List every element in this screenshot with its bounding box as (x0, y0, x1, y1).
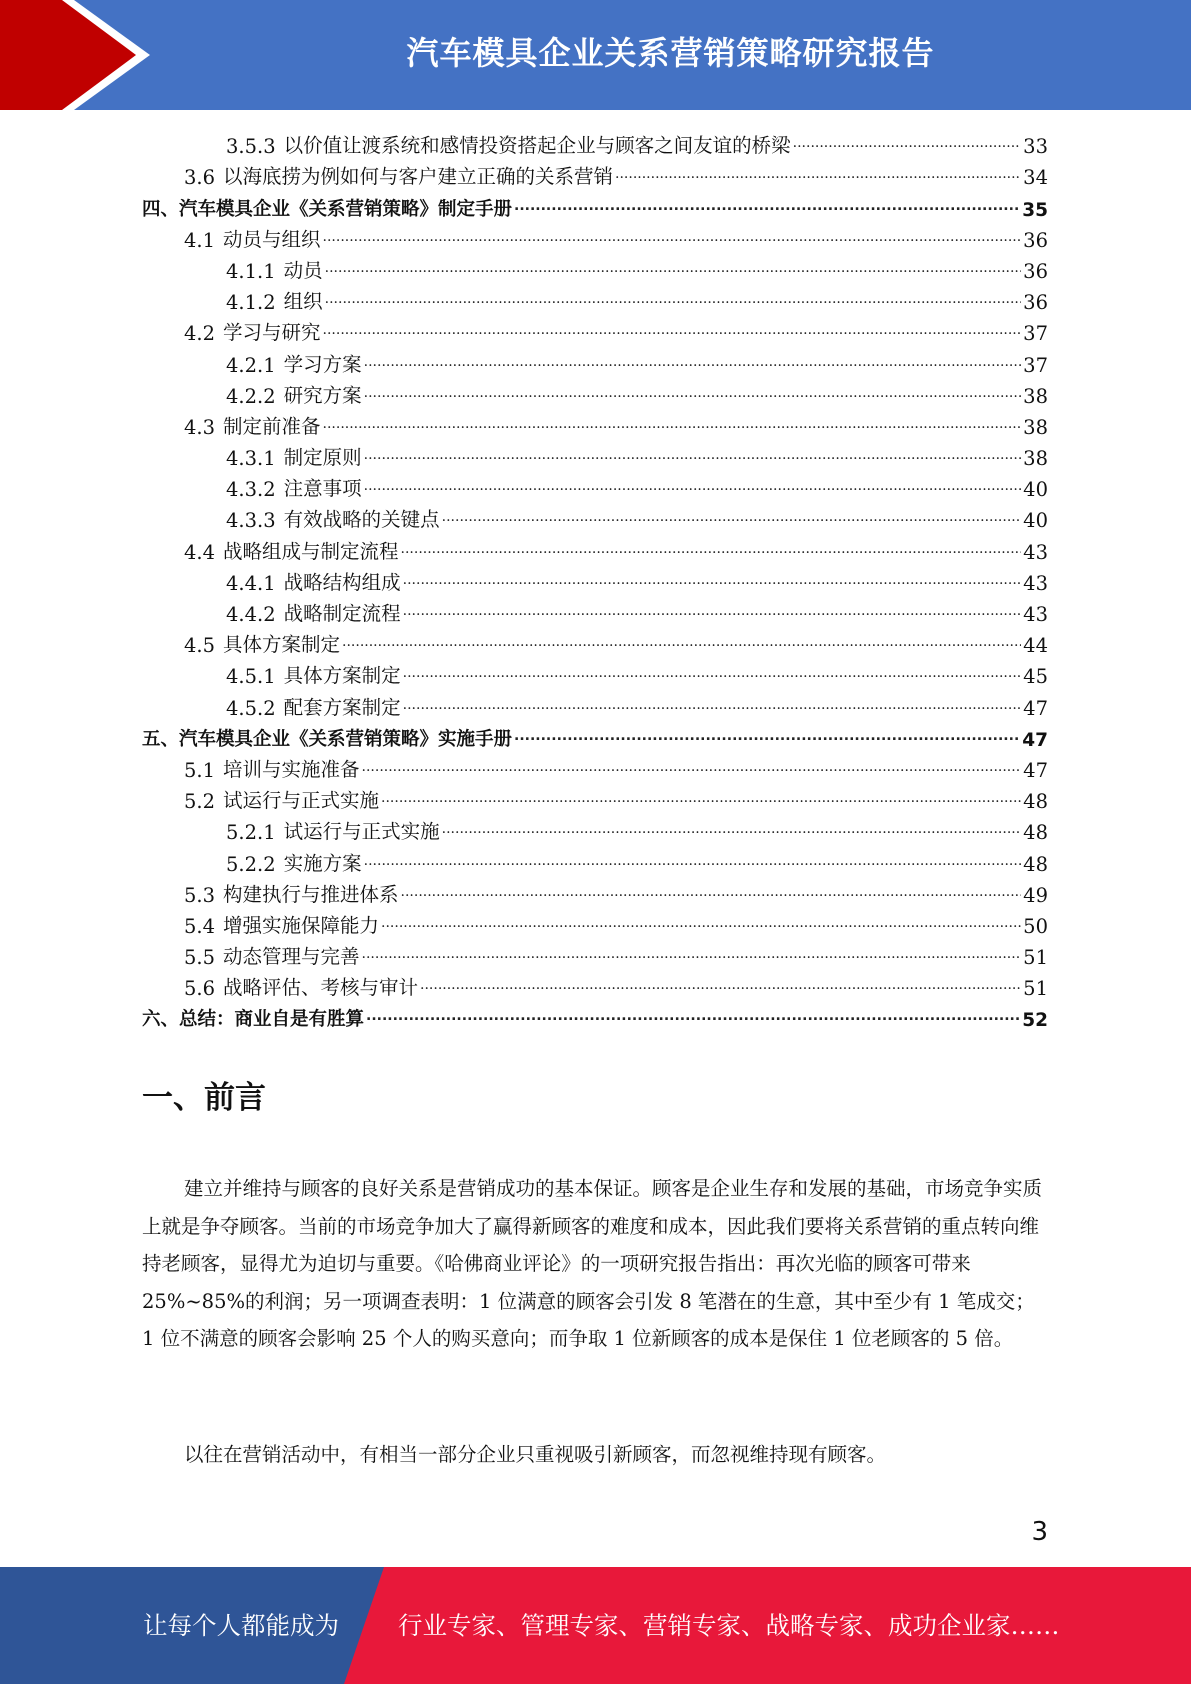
toc-entry-title: 学习方案 (283, 352, 362, 376)
toc-entry[interactable] (142, 1000, 1048, 1031)
toc-entry-title: 试运行与正式实施 (223, 789, 380, 813)
toc-entry-page: 43 (1023, 571, 1048, 595)
toc-entry-number: 5.3 (184, 883, 216, 907)
toc-entry-page: 36 (1023, 291, 1048, 315)
toc-dot-leader (401, 539, 1022, 559)
toc-entry-title: 培训与实施准备 (223, 757, 360, 781)
toc-entry-title: 以价值让渡系统和感情投资搭起企业与顾客之间友谊的桥梁 (283, 134, 791, 158)
toc-entry-number: 4.5 (184, 634, 216, 658)
toc-entry-title: 学习与研究 (223, 321, 321, 345)
toc-entry-title: 试运行与正式实施 (283, 820, 440, 844)
toc-entry-number: 3.5.3 (226, 135, 276, 159)
toc-entry[interactable] (142, 221, 1048, 252)
page-header (0, 0, 1191, 110)
toc-dot-leader (381, 913, 1021, 933)
toc-entry[interactable] (142, 595, 1048, 626)
toc-entry-number: 5.6 (184, 977, 216, 1001)
toc-entry[interactable] (142, 314, 1048, 345)
toc-entry-page: 35 (1022, 199, 1048, 221)
toc-entry-number: 4.3 (184, 415, 216, 439)
toc-entry-page: 49 (1023, 883, 1048, 907)
toc-entry-page: 51 (1023, 977, 1048, 1001)
toc-dot-leader (364, 352, 1022, 372)
toc-entry[interactable] (142, 751, 1048, 782)
toc-entry-page: 38 (1023, 447, 1048, 471)
toc-dot-leader (403, 570, 1022, 590)
toc-dot-leader (403, 695, 1022, 715)
toc-entry[interactable] (142, 501, 1048, 532)
toc-entry[interactable] (142, 408, 1048, 439)
toc-entry-page: 40 (1023, 509, 1048, 533)
toc-dot-leader (366, 1006, 1020, 1026)
toc-entry[interactable] (142, 189, 1048, 220)
toc-entry-title: 动态管理与完善 (223, 945, 360, 969)
toc-entry-page: 34 (1023, 166, 1048, 190)
toc-entry-number: 4.5.2 (226, 696, 276, 720)
toc-entry[interactable] (142, 720, 1048, 751)
toc-entry-title: 具体方案制定 (223, 633, 341, 657)
toc-entry-number: 4.2.2 (226, 384, 276, 408)
toc-entry-page: 36 (1023, 259, 1048, 283)
toc-entry-title: 注意事项 (283, 477, 362, 501)
toc-entry-title: 制定前准备 (223, 414, 321, 438)
toc-entry-number: 4.1.1 (226, 259, 276, 283)
toc-entry-number: 4.3.2 (226, 478, 276, 502)
toc-entry-title: 研究方案 (283, 383, 362, 407)
section-heading: 一、前言 (142, 1080, 266, 1116)
toc-entry-page: 48 (1023, 790, 1048, 814)
toc-entry-number: 5.2.2 (226, 852, 276, 876)
toc-entry-number: 5.2 (184, 790, 216, 814)
toc-dot-leader (364, 851, 1022, 871)
toc-dot-leader (362, 944, 1022, 964)
toc-entry-page: 48 (1023, 852, 1048, 876)
toc-entry-page: 43 (1023, 603, 1048, 626)
toc-entry-title: 构建执行与推进体系 (223, 882, 399, 906)
toc-entry-number: 4.2 (184, 322, 216, 346)
toc-entry-page: 52 (1022, 1010, 1048, 1032)
toc-dot-leader (403, 601, 1022, 621)
toc-entry-title: 组织 (283, 290, 323, 314)
toc-entry[interactable] (142, 439, 1048, 470)
toc-entry-page: 47 (1023, 758, 1048, 782)
toc-entry[interactable] (142, 283, 1048, 314)
toc-entry-page: 45 (1023, 665, 1048, 689)
toc-entry[interactable] (142, 532, 1048, 563)
toc-dot-leader (401, 882, 1022, 902)
toc-dot-leader (403, 663, 1022, 683)
toc-entry-page: 37 (1023, 322, 1048, 346)
toc-dot-leader (323, 320, 1022, 340)
toc-entry-title: 具体方案制定 (283, 664, 401, 688)
toc-entry-number: 4.1 (184, 228, 216, 252)
toc-entry[interactable] (142, 158, 1048, 189)
toc-entry-number: 4.4.1 (226, 571, 276, 595)
toc-dot-leader (442, 507, 1022, 527)
toc-entry-page: 37 (1023, 353, 1048, 377)
toc-dot-leader (615, 164, 1021, 184)
toc-entry-number: 5.4 (184, 914, 216, 938)
toc-entry-title: 四、汽车模具企业《关系营销策略》制定手册 (142, 198, 513, 220)
page-number: 3 (1031, 1517, 1048, 1547)
toc-entry-title: 增强实施保障能力 (223, 913, 380, 937)
toc-dot-leader (323, 227, 1022, 247)
toc-entry-number: 5.2.1 (226, 821, 276, 845)
toc-dot-leader (342, 632, 1021, 652)
toc-dot-leader (364, 383, 1022, 403)
toc-entry-title: 战略制定流程 (283, 602, 401, 625)
toc-entry-page: 33 (1023, 135, 1048, 159)
toc-entry-page: 47 (1023, 696, 1048, 720)
toc-entry-number: 4.1.2 (226, 291, 276, 315)
toc-entry-number: 5.5 (184, 946, 216, 970)
toc-entry-page: 43 (1023, 540, 1048, 564)
toc-entry-title: 战略结构组成 (283, 570, 401, 594)
toc-entry-title: 有效战略的关键点 (283, 508, 440, 532)
toc-dot-leader (420, 975, 1021, 995)
toc-entry[interactable] (142, 470, 1048, 501)
toc-entry-number: 4.5.1 (226, 665, 276, 689)
footer-slogan-right: 行业专家、管理专家、营销专家、战略专家、成功企业家…… (398, 1611, 1060, 1640)
toc-dot-leader (325, 258, 1022, 278)
toc-entry[interactable] (142, 876, 1048, 907)
toc-entry[interactable] (142, 969, 1048, 1000)
toc-entry[interactable] (142, 907, 1048, 938)
toc-entry-title: 实施方案 (283, 851, 362, 875)
toc-entry-page: 47 (1022, 729, 1048, 751)
toc-entry[interactable] (142, 127, 1048, 158)
toc-dot-leader (514, 726, 1020, 746)
table-of-contents (142, 127, 1048, 1031)
body-paragraph: 建立并维持与顾客的良好关系是营销成功的基本保证。顾客是企业生存和发展的基础，市场竞争实质上就是争夺顾客。当前的市场竞争加大了赢得新顾客的难度和成本，因此我们要将关系营销的重点转向维持老顾客，显得尤为迫切与重要。《哈佛商业评论》的一项研究报告指出：再次光临的顾客可带来 25%~85%的利润；另一项调查表明：1 位满意的顾客会引发 8 笔潜在的生意，其中至少有 1 笔成交；1 位不满意的顾客会影响 25 个人的购买意向；而争取 1 位新顾客的成本是保住 1 位老顾客的 5 倍。 (142, 1177, 1043, 1350)
toc-entry[interactable] (142, 813, 1048, 844)
toc-entry-title: 配套方案制定 (283, 695, 401, 719)
toc-entry-title: 五、汽车模具企业《关系营销策略》实施手册 (142, 728, 513, 750)
toc-dot-leader (364, 476, 1022, 496)
toc-entry-number: 3.6 (184, 166, 216, 190)
toc-entry-page: 50 (1023, 914, 1048, 938)
toc-entry-title: 以海底捞为例如何与客户建立正确的关系营销 (223, 165, 614, 189)
toc-dot-leader (514, 196, 1020, 216)
page-footer (0, 1567, 1191, 1684)
toc-entry-number: 5.1 (184, 758, 216, 782)
toc-entry-title: 动员 (283, 258, 323, 282)
toc-entry[interactable] (142, 657, 1048, 688)
toc-entry-number: 4.4 (184, 540, 216, 564)
toc-entry-page: 38 (1023, 384, 1048, 408)
toc-dot-leader (793, 133, 1022, 153)
toc-entry[interactable] (142, 564, 1048, 595)
toc-entry[interactable] (142, 626, 1048, 657)
toc-entry[interactable] (142, 782, 1048, 813)
toc-entry-page: 51 (1023, 946, 1048, 970)
toc-entry-page: 36 (1023, 228, 1048, 252)
toc-entry-page: 40 (1023, 478, 1048, 502)
toc-entry-number: 4.3.1 (226, 447, 276, 471)
toc-entry[interactable] (142, 938, 1048, 969)
toc-dot-leader (442, 819, 1022, 839)
toc-dot-leader (364, 445, 1022, 465)
toc-entry[interactable] (142, 844, 1048, 875)
toc-entry[interactable] (142, 377, 1048, 408)
toc-entry-number: 4.4.2 (226, 603, 276, 626)
toc-entry-title: 动员与组织 (223, 227, 321, 251)
toc-entry-title: 战略评估、考核与审计 (223, 976, 419, 1000)
toc-entry[interactable] (142, 345, 1048, 376)
toc-entry-title: 制定原则 (283, 446, 362, 470)
toc-dot-leader (323, 414, 1022, 434)
toc-dot-leader (362, 757, 1022, 777)
body-paragraph: 以往在营销活动中，有相当一部分企业只重视吸引新顾客，而忽视维持现有顾客。 (184, 1443, 887, 1466)
toc-entry-page: 38 (1023, 415, 1048, 439)
toc-entry-number: 4.2.1 (226, 353, 276, 377)
toc-dot-leader (325, 289, 1022, 309)
toc-entry-title: 战略组成与制定流程 (223, 539, 399, 563)
toc-entry[interactable] (142, 688, 1048, 719)
toc-entry[interactable] (142, 252, 1048, 283)
toc-dot-leader (381, 788, 1021, 808)
document-title: 汽车模具企业关系营销策略研究报告 (406, 34, 935, 72)
footer-slogan-left: 让每个人都能成为 (143, 1611, 339, 1640)
toc-entry-page: 44 (1023, 634, 1048, 658)
toc-entry-page: 48 (1023, 821, 1048, 845)
toc-entry-title: 六、总结：商业自是有胜算 (142, 1009, 365, 1031)
toc-entry-number: 4.3.3 (226, 509, 276, 533)
